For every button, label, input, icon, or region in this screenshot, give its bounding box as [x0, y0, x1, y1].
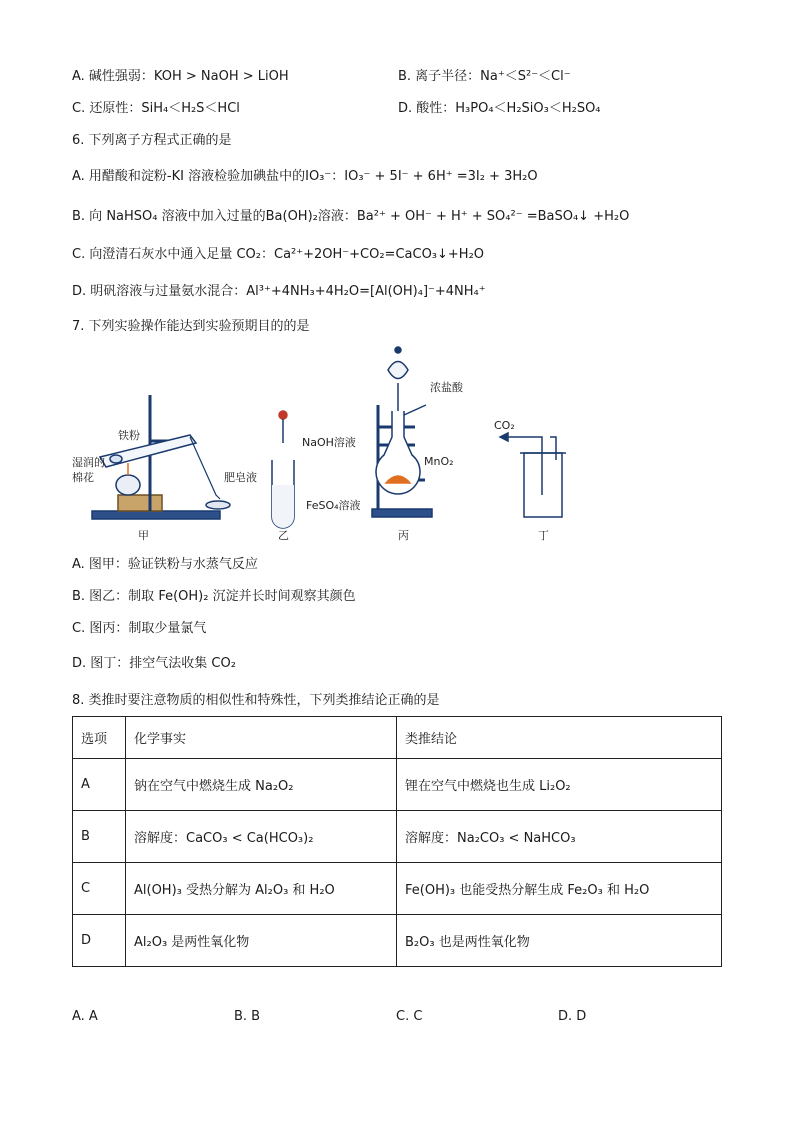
q7-option-d: D. 图丁：排空气法收集 CO₂ — [72, 656, 236, 671]
q5-option-d: D. 酸性：H₃PO₄＜H₂SiO₃＜H₂SO₄ — [398, 101, 601, 116]
table-row — [73, 811, 722, 863]
table-row — [73, 759, 722, 811]
row-conclusion: Fe(OH)₃ 也能受热分解生成 Fe₂O₃ 和 H₂O — [397, 863, 722, 915]
q5-option-a: A. 碱性强弱：KOH > NaOH > LiOH — [72, 69, 289, 84]
table-row — [73, 863, 722, 915]
label-soap: 肥皂液 — [224, 471, 257, 484]
experiment-figure — [72, 345, 640, 550]
row-option: C — [73, 863, 126, 915]
row-conclusion: B₂O₃ 也是两性氧化物 — [397, 915, 722, 967]
row-conclusion: 锂在空气中燃烧也生成 Li₂O₂ — [397, 759, 722, 811]
apparatus-bing — [372, 347, 432, 517]
label-wet-cotton-2: 棉花 — [72, 471, 94, 484]
header-conclusion: 类推结论 — [397, 717, 722, 759]
q8-answer-a: A. A — [72, 1009, 98, 1024]
q8-answer-b: B. B — [234, 1009, 261, 1024]
label-feso4: FeSO₄溶液 — [306, 499, 361, 512]
q6-option-d: D. 明矾溶液与过量氨水混合：Al³⁺+4NH₃+4H₂O=[Al(OH)₄]⁻+4NH₄⁺ — [72, 284, 486, 299]
q6-stem: 6. 下列离子方程式正确的是 — [72, 133, 232, 148]
q8-answer-d: D. D — [558, 1009, 587, 1024]
row-fact: 钠在空气中燃烧生成 Na₂O₂ — [126, 759, 397, 811]
q5-option-b: B. 离子半径：Na⁺＜S²⁻＜Cl⁻ — [398, 69, 571, 84]
label-mno2: MnO₂ — [424, 455, 454, 468]
row-fact: Al₂O₃ 是两性氧化物 — [126, 915, 397, 967]
row-option: B — [73, 811, 126, 863]
apparatus-diagram — [72, 345, 640, 550]
label-yi: 乙 — [278, 529, 289, 542]
apparatus-yi — [272, 411, 294, 528]
q6-option-b: B. 向 NaHSO₄ 溶液中加入过量的Ba(OH)₂溶液：Ba²⁺ + OH⁻ + H⁺ + SO₄²⁻ =BaSO₄↓ +H₂O — [72, 209, 630, 224]
label-hcl: 浓盐酸 — [430, 381, 463, 394]
row-option: A — [73, 759, 126, 811]
row-conclusion: 溶解度：Na₂CO₃ < NaHCO₃ — [397, 811, 722, 863]
q7-option-a: A. 图甲：验证铁粉与水蒸气反应 — [72, 557, 258, 572]
header-option: 选项 — [73, 717, 126, 759]
table-row — [73, 915, 722, 967]
label-co2: CO₂ — [494, 419, 515, 432]
analogy-table — [72, 716, 722, 967]
apparatus-jia — [92, 395, 230, 519]
label-iron-powder: 铁粉 — [118, 429, 140, 442]
label-ding: 丁 — [538, 529, 549, 542]
q5-option-c: C. 还原性：SiH₄＜H₂S＜HCl — [72, 101, 240, 116]
label-bing: 丙 — [398, 529, 409, 542]
q7-option-b: B. 图乙：制取 Fe(OH)₂ 沉淀并长时间观察其颜色 — [72, 589, 356, 604]
apparatus-ding — [500, 433, 566, 517]
label-wet-cotton-1: 湿润的 — [72, 456, 105, 469]
row-option: D — [73, 915, 126, 967]
label-jia: 甲 — [138, 529, 149, 542]
row-fact: Al(OH)₃ 受热分解为 Al₂O₃ 和 H₂O — [126, 863, 397, 915]
q6-option-c: C. 向澄清石灰水中通入足量 CO₂：Ca²⁺+2OH⁻+CO₂=CaCO₃↓+H₂O — [72, 247, 485, 262]
label-naoh: NaOH溶液 — [302, 436, 356, 449]
table-header-row — [73, 717, 722, 759]
header-fact: 化学事实 — [126, 717, 397, 759]
row-fact: 溶解度：CaCO₃ < Ca(HCO₃)₂ — [126, 811, 397, 863]
q6-option-a: A. 用醋酸和淀粉-KI 溶液检验加碘盐中的IO₃⁻：IO₃⁻ + 5I⁻ + 6H⁺ =3I₂ + 3H₂O — [72, 169, 538, 184]
q7-option-c: C. 图丙：制取少量氯气 — [72, 621, 207, 636]
q8-stem: 8. 类推时要注意物质的相似性和特殊性，下列类推结论正确的是 — [72, 693, 440, 708]
q8-answer-c: C. C — [396, 1009, 423, 1024]
q7-stem: 7. 下列实验操作能达到实验预期目的的是 — [72, 319, 310, 334]
